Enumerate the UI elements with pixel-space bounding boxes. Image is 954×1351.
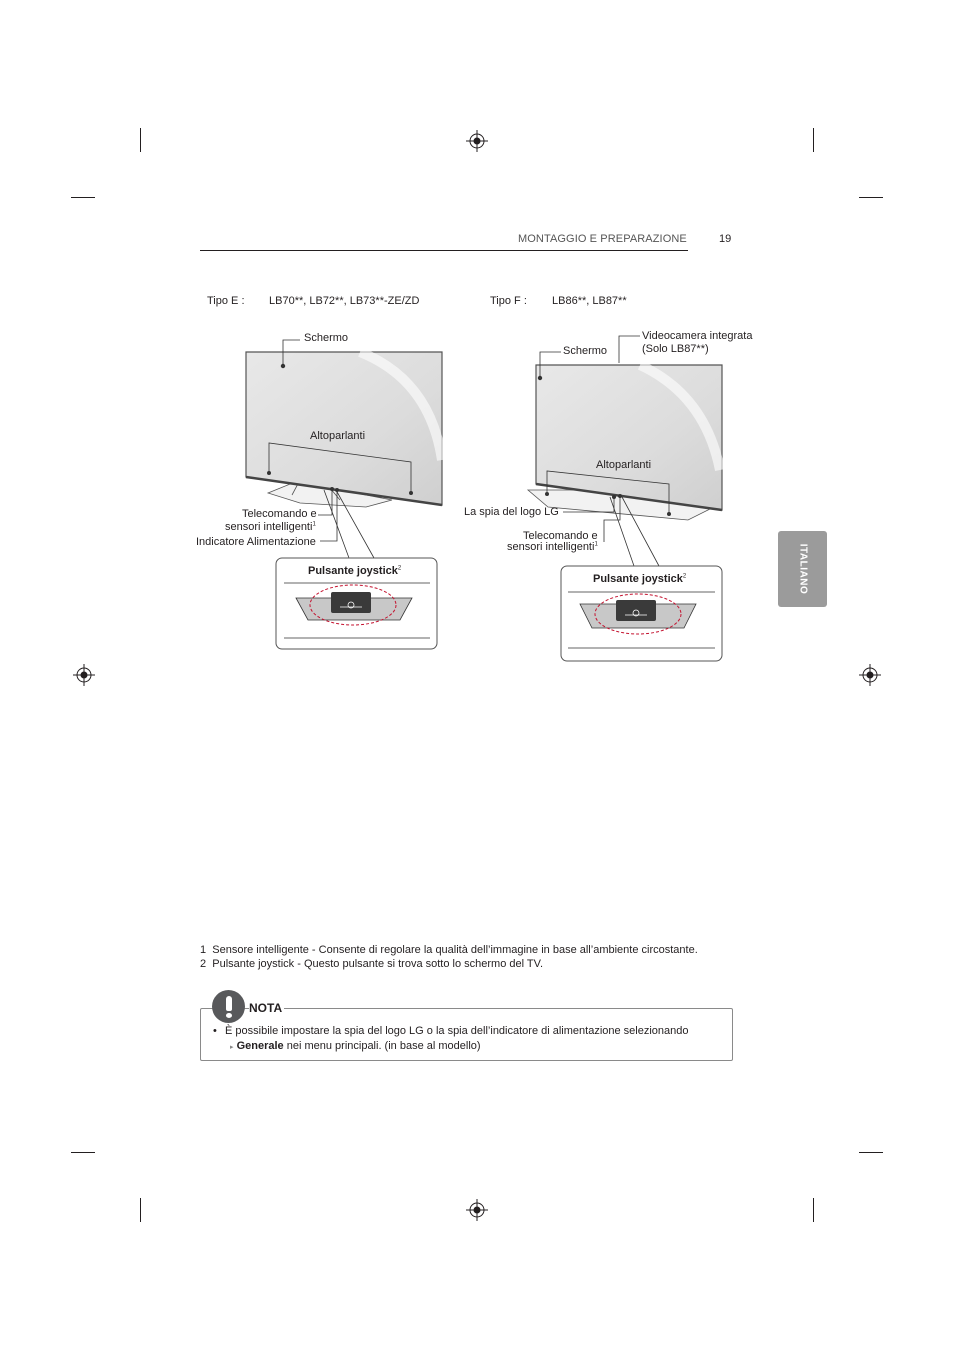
crop-mark	[813, 1198, 814, 1222]
type-e-joystick-label: Pulsante joystick$^2$	[308, 565, 402, 577]
section-title: MONTAGGIO E PREPARAZIONE	[518, 233, 687, 245]
type-f-sensors-label: sensori intelligenti$^1$	[507, 541, 598, 553]
crop-mark	[813, 128, 814, 152]
registration-mark-icon	[466, 1199, 488, 1221]
footnote-2	[200, 958, 543, 970]
footnote-1	[200, 944, 698, 956]
crop-mark	[140, 1198, 141, 1222]
menu-arrow-icon: ▸	[230, 1044, 234, 1051]
type-e-models: LB70**, LB72**, LB73**-ZE/ZD	[269, 295, 420, 307]
page-number: 19	[719, 233, 732, 245]
type-f-screen-label: Schermo	[563, 345, 608, 357]
type-f-speakers-label: Altoparlanti	[596, 459, 652, 471]
type-e-power-indicator-label: Indicatore Alimentazione	[196, 536, 316, 548]
registration-mark-icon	[859, 664, 881, 686]
type-e-speakers-label: Altoparlanti	[310, 430, 366, 442]
type-f-camera-label: Videocamera integrata	[642, 330, 753, 342]
type-e-label: Tipo E :	[207, 295, 245, 307]
type-f-logo-light-label: La spia del logo LG	[464, 506, 559, 518]
type-e-sensors-label: sensori intelligenti$^1$	[225, 521, 316, 533]
crop-mark	[859, 1152, 883, 1153]
type-e-tv-illustration	[190, 330, 460, 660]
type-e-screen-label: Schermo	[304, 332, 349, 344]
type-f-models: LB86**, LB87**	[552, 295, 627, 307]
language-tab	[778, 531, 827, 607]
type-e-remote-label: Telecomando e	[242, 508, 317, 520]
type-f-remote-label: Telecomando e	[523, 530, 598, 542]
general-menu-label: Generale	[236, 1040, 284, 1052]
header-divider	[200, 250, 688, 251]
note-title: NOTA	[249, 1001, 283, 1015]
registration-mark-icon	[466, 130, 488, 152]
crop-mark	[71, 1152, 95, 1153]
type-f-camera-note: (Solo LB87**)	[642, 343, 709, 355]
footnote-number: 2	[200, 958, 207, 970]
note-bullet: •	[213, 1025, 217, 1037]
crop-mark	[859, 197, 883, 198]
note-line-1: È possibile impostare la spia del logo LG o la spia dell’indicatore di alimentazione selezionando	[225, 1025, 689, 1037]
footnote-text: Pulsante joystick - Questo pulsante si trova sotto lo schermo del TV.	[212, 958, 544, 970]
language-tab-label: ITALIANO	[797, 543, 808, 595]
crop-mark	[140, 128, 141, 152]
note-line-2: ▸ Generale nei menu principali. (in base al modello)	[230, 1040, 481, 1052]
crop-mark	[71, 197, 95, 198]
type-f-joystick-label: Pulsante joystick$^2$	[593, 573, 687, 585]
footnote-text: Sensore intelligente - Consente di regolare la qualità dell’immagine in base all’ambiente circostante.	[212, 944, 698, 956]
type-f-tv-illustration	[460, 330, 760, 665]
type-f-label: Tipo F :	[490, 295, 527, 307]
registration-mark-icon	[73, 664, 95, 686]
footnote-number: 1	[200, 944, 207, 956]
exclamation-icon	[212, 990, 245, 1023]
